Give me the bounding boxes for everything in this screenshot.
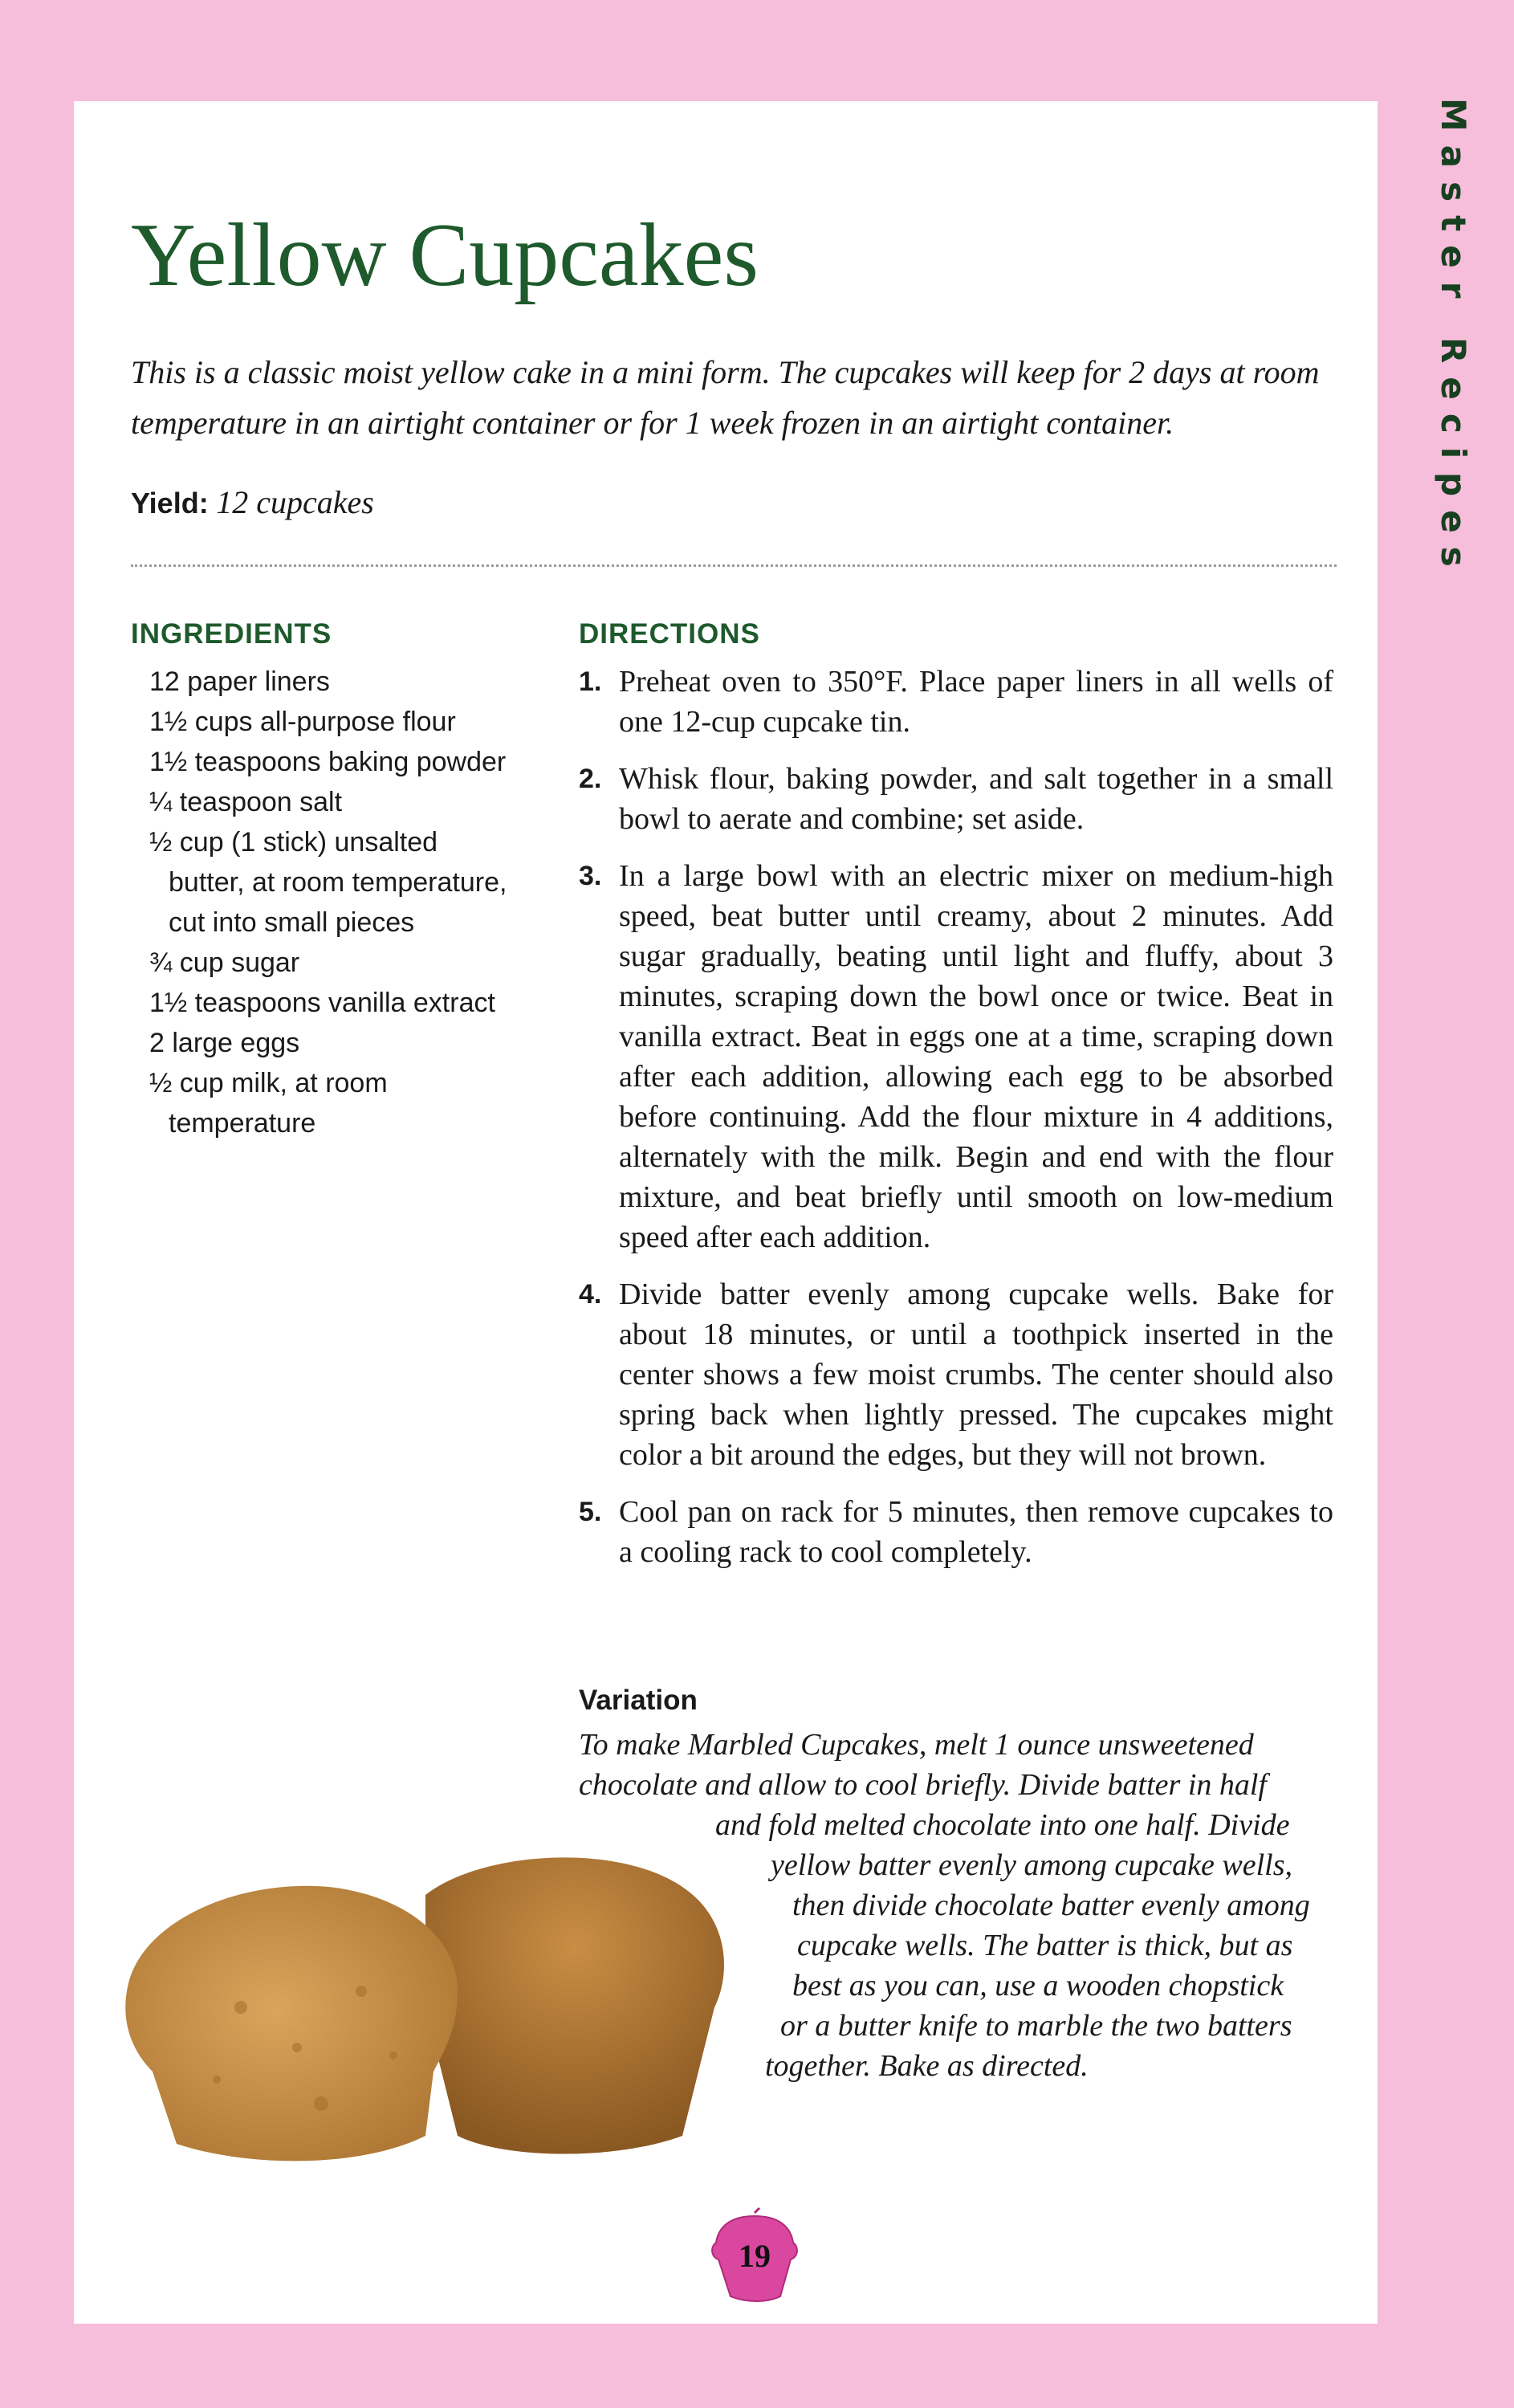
step-text: Cool pan on rack for 5 minutes, then remove cupcakes to a cooling rack to cool completely.	[619, 1495, 1333, 1569]
ingredient-item: 1½ teaspoons baking powder	[149, 747, 507, 777]
direction-step	[579, 1274, 1333, 1475]
cupcake-half	[125, 1886, 458, 2161]
ingredient-item: 2 large eggs	[149, 1028, 300, 1058]
step-number: 1.	[579, 666, 602, 697]
cupcakes-photo	[120, 1847, 755, 2168]
step-number: 4.	[579, 1279, 602, 1310]
ingredient-item: 1½ cups all-purpose flour	[149, 707, 456, 737]
variation-line: best as you can, use a wooden chopstick	[792, 1969, 1284, 2003]
variation-line: chocolate and allow to cool briefly. Divide batter in half	[579, 1768, 1267, 1802]
variation-heading: Variation	[579, 1685, 698, 1716]
page-number: 19	[739, 2238, 771, 2274]
directions-heading: DIRECTIONS	[579, 618, 760, 650]
yield-label: Yield:	[131, 487, 209, 519]
step-text: In a large bowl with an electric mixer on medium-high speed, beat butter until creamy, about 2 minutes. Add sugar gradually, beating until light and fluffy, about 3 minutes, scraping down the bowl once or twice. Beat in vanilla extract. Beat in eggs one at a time, scraping down after each addition, allowing each egg to be absorbed before continuing. Add the flour mixture in 4 additions, alternately with the milk. Begin and end with the flour mixture, and beat briefly until smooth on low-medium speed after each addition.	[619, 859, 1333, 1254]
step-number: 2.	[579, 764, 602, 794]
direction-step	[579, 662, 1333, 742]
dotted-divider	[131, 564, 1337, 567]
cupcake-whole	[425, 1857, 724, 2153]
ingredient-item: ¼ teaspoon salt	[149, 787, 343, 817]
direction-step	[579, 1492, 1333, 1572]
step-text: Whisk flour, baking powder, and salt together in a small bowl to aerate and combine; set aside.	[619, 762, 1333, 836]
recipe-title: Yellow Cupcakes	[131, 206, 759, 305]
variation-line: then divide chocolate batter evenly among	[792, 1889, 1310, 1922]
step-number: 3.	[579, 861, 602, 891]
ingredient-item: ½ cup milk, at room temperature	[149, 1068, 388, 1139]
variation-line: or a butter knife to marble the two batters	[780, 2009, 1292, 2043]
recipe-intro: This is a classic moist yellow cake in a mini form. The cupcakes will keep for 2 days at room temperature in an airtight container or for 1 week frozen in an airtight container.	[131, 354, 1320, 441]
variation-line: cupcake wells. The batter is thick, but as	[797, 1929, 1293, 1962]
ingredients-heading: INGREDIENTS	[131, 618, 332, 650]
ingredient-item: ¾ cup sugar	[149, 947, 300, 978]
section-tab-label: Master Recipes	[1434, 98, 1473, 581]
ingredient-item: 1½ teaspoons vanilla extract	[149, 988, 495, 1018]
yield-value: 12 cupcakes	[216, 484, 374, 520]
step-number: 5.	[579, 1497, 602, 1527]
direction-step	[579, 759, 1333, 839]
variation-line: together. Bake as directed.	[765, 2049, 1089, 2083]
directions-list	[579, 662, 1333, 1589]
step-text: Preheat oven to 350°F. Place paper liners in all wells of one 12-cup cupcake tin.	[619, 665, 1333, 739]
direction-step	[579, 856, 1333, 1257]
step-text: Divide batter evenly among cupcake wells. Bake for about 18 minutes, or until a toothpick inserted in the center shows a few moist crumbs. The center should also spring back when lightly pressed. The cupcakes might color a bit around the edges, but they will not brown.	[619, 1277, 1333, 1472]
variation-line: yellow batter evenly among cupcake wells,	[771, 1848, 1293, 1882]
ingredient-item: ½ cup (1 stick) unsalted butter, at room temperature, cut into small pieces	[149, 827, 507, 938]
page-number-badge	[706, 2206, 803, 2307]
variation-line: To make Marbled Cupcakes, melt 1 ounce unsweetened	[579, 1728, 1254, 1762]
recipe-yield	[131, 483, 374, 521]
ingredient-item: 12 paper liners	[149, 666, 330, 697]
variation-line: and fold melted chocolate into one half. Divide	[715, 1808, 1290, 1842]
ingredients-list	[149, 662, 519, 1143]
